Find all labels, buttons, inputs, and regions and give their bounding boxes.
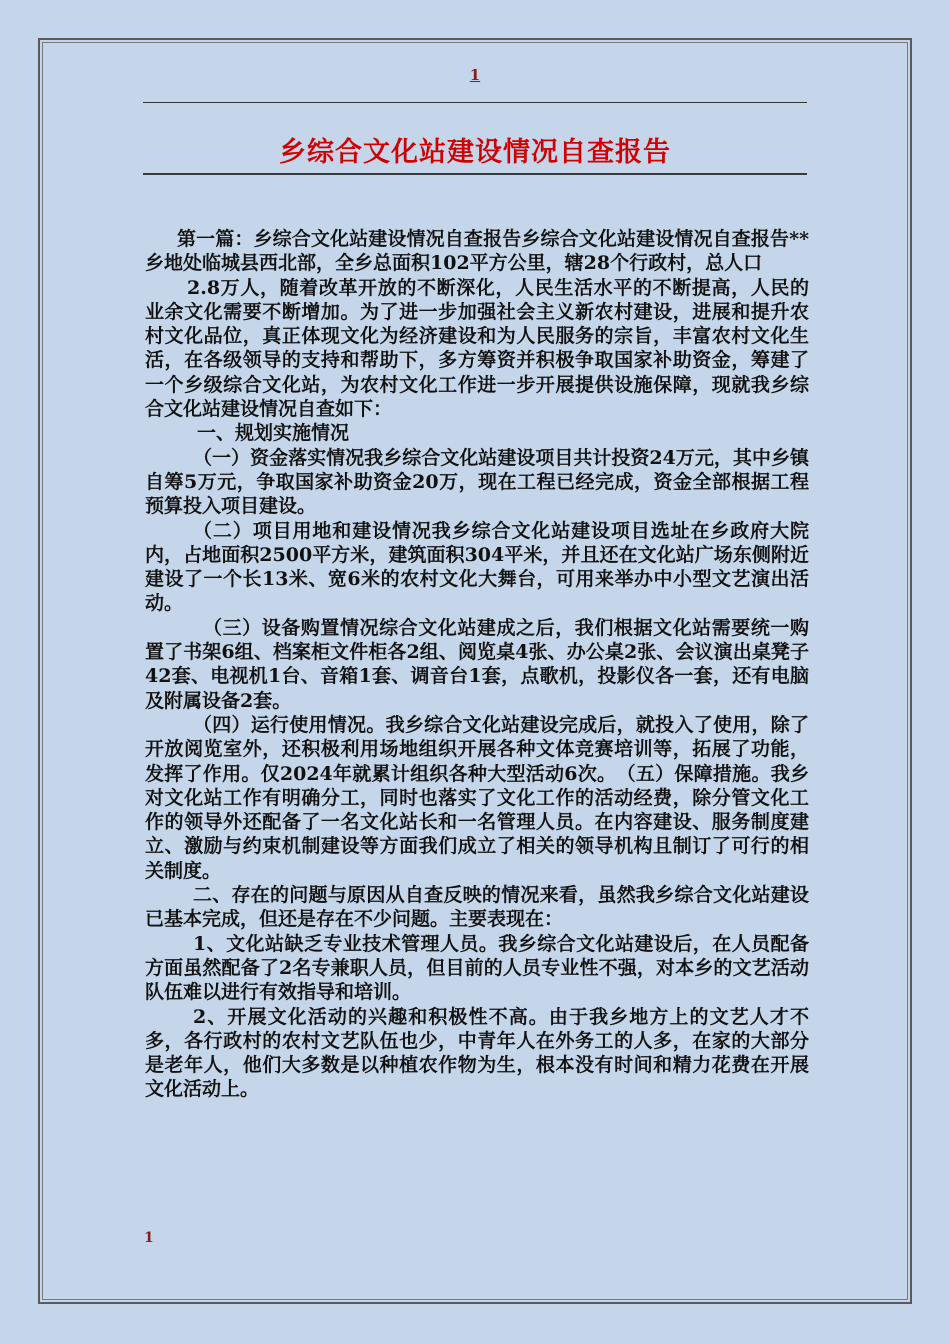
paragraph: 1、文化站缺乏专业技术管理人员。我乡综合文化站建设后，在人员配备方面虽然配备了2名专兼职人员，但目前的人员专业性不强，对本乡的文艺活动队伍难以进行有效指导和培训。 [145, 932, 809, 1004]
document-body [145, 227, 809, 1102]
paragraph: 2.8万人，随着改革开放的不断深化，人民生活水平的不断提高，人民的业余文化需要不断增加。为了进一步加强社会主义新农村建设，进展和提升农村文化品位，真正体现文化为经济建设和为人民服务的宗旨，丰富农村文化生活，在各级领导的支持和帮助下，多方筹资并积极争取国家补助资金，筹建了一个乡级综合文化站，为农村文化工作进一步开展提供设施保障，现就我乡综合文化站建设情况自查如下： [145, 276, 809, 421]
header-divider [143, 102, 807, 103]
paragraph: （三）设备购置情况综合文化站建成之后，我们根据文化站需要统一购置了书架6组、档案柜文件柜各2组、阅览桌4张、办公桌2张、会议演出桌凳子42套、电视机1台、音箱1套、调音台1套，点歌机，投影仪各一套，还有电脑及附属设备2套。 [145, 616, 809, 712]
document-title: 乡综合文化站建设情况自查报告 [279, 137, 671, 168]
paragraph: 二、存在的问题与原因从自查反映的情况来看，虽然我乡综合文化站建设已基本完成，但还是存在不少问题。主要表现在： [145, 884, 809, 931]
section-heading: 一、规划实施情况 [197, 422, 350, 445]
paragraph: 2、开展文化活动的兴趣和积极性不高。由于我乡地方上的文艺人才不多，各行政村的农村文艺队伍也少，中青年人在外务工的人多，在家的大部分是老年人，他们大多数是以种植农作物为生，根本没有时间和精力花费在开展文化活动上。 [145, 1005, 809, 1101]
paragraph: （二）项目用地和建设情况我乡综合文化站建设项目选址在乡政府大院内，占地面积2500平方米，建筑面积304平米，并且还在文化站广场东侧附近建设了一个长13米、宽6米的农村文化大舞台，可用来举办中小型文艺演出活动。 [145, 519, 809, 615]
paragraph: （一）资金落实情况我乡综合文化站建设项目共计投资24万元，其中乡镇自筹5万元，争取国家补助资金20万，现在工程已经完成，资金全部根据工程预算投入项目建设。 [145, 446, 809, 518]
footer-page-number: 1 [144, 1230, 154, 1246]
paragraph: 第一篇：乡综合文化站建设情况自查报告乡综合文化站建设情况自查报告**乡地处临城县西北部，全乡总面积102平方公里，辖28个行政村，总人口 [145, 228, 809, 275]
header-page-number: 1 [469, 66, 481, 84]
paragraph: （四）运行使用情况。我乡综合文化站建设完成后，就投入了使用，除了开放阅览室外，还积极利用场地组织开展各种文体竞赛培训等，拓展了功能，发挥了作用。仅2024年就累计组织各种大型活动6次。 （五）保障措施。我乡对文化站工作有明确分工，同时也落实了文化工作的活动经费，除分管文化工作的领导外还配备了一名文化站长和一名管理人员。在内容建设、服务制度建立、激励与约束机制建设等方面我们成立了相关的领导机构且制订了可行的相关制度。 [145, 713, 809, 882]
title-divider [143, 173, 807, 175]
